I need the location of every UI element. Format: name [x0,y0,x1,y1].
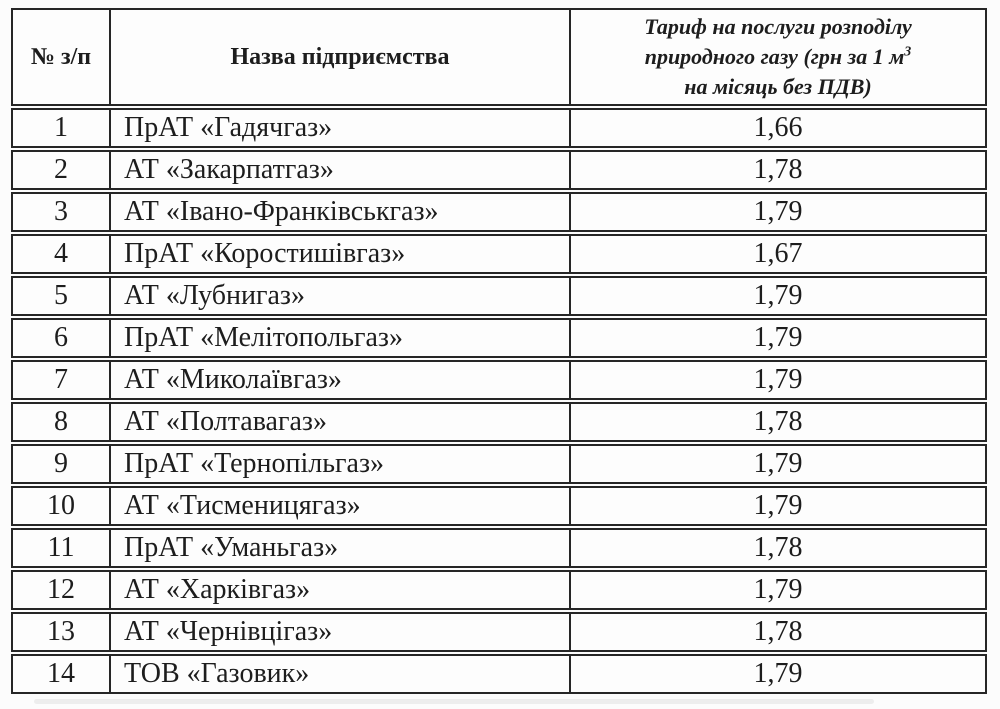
company-name-cell: ПрАТ «Коростишівгаз» [111,236,571,272]
company-name-cell: АТ «Харківгаз» [111,572,571,608]
tariff-value-cell: 1,66 [753,112,803,143]
tariff-header-line2: природного газу (грн за 1 $м^3$ [644,44,912,69]
table-row [11,486,987,526]
row-number-cell: 6 [13,320,111,356]
company-name-cell: АТ «Тисменицягаз» [111,488,571,524]
company-name-cell: АТ «Чернівцігаз» [111,614,571,650]
tariff-value-cell: 1,79 [753,490,803,521]
row-number-cell: 4 [13,236,111,272]
company-name-cell: АТ «Івано-Франківськгаз» [111,194,571,230]
row-number-cell: 3 [13,194,111,230]
tariff-value-cell: 1,79 [753,280,803,311]
row-number-cell: 13 [13,614,111,650]
tariff-value-cell: 1,78 [753,532,803,563]
table-row [11,276,987,316]
company-name-cell: АТ «Миколаївгаз» [111,362,571,398]
company-name-cell: АТ «Полтавагаз» [111,404,571,440]
row-number-cell: 11 [13,530,111,566]
company-name-cell: ТОВ «Газовик» [111,656,571,692]
header-cell-number: № з/п [13,10,111,104]
table-row [11,612,987,652]
company-name-cell: ПрАТ «Мелітопольгаз» [111,320,571,356]
table-row [11,234,987,274]
row-number-cell: 14 [13,656,111,692]
scan-artifact [34,699,874,704]
tariff-value-cell: 1,79 [753,196,803,227]
table-row [11,402,987,442]
row-number-cell: 12 [13,572,111,608]
tariff-header-line3: на місяць без ПДВ) [684,74,872,99]
table-row [11,360,987,400]
company-name-cell: ПрАТ «Уманьгаз» [111,530,571,566]
tariff-value-cell: 1,78 [753,154,803,185]
tariff-table [11,8,987,694]
row-number-cell: 7 [13,362,111,398]
tariff-value-cell: 1,79 [753,322,803,353]
table-row [11,444,987,484]
company-name-cell: ПрАТ «Тернопільгаз» [111,446,571,482]
row-number-cell: 10 [13,488,111,524]
table-row [11,108,987,148]
table-header-row [11,8,987,106]
table-row [11,528,987,568]
row-number-cell: 9 [13,446,111,482]
tariff-value-cell: 1,67 [753,238,803,269]
tariff-value-cell: 1,79 [753,574,803,605]
row-number-cell: 8 [13,404,111,440]
table-row [11,654,987,694]
row-number-cell: 5 [13,278,111,314]
company-name-cell: ПрАТ «Гадячгаз» [111,110,571,146]
company-name-cell: АТ «Лубнигаз» [111,278,571,314]
tariff-value-cell: 1,79 [753,364,803,395]
superscript-3: 3 [904,44,912,60]
row-number-cell: 2 [13,152,111,188]
header-cell-company: Назва підприємства [111,10,571,104]
tariff-value-cell: 1,78 [753,406,803,437]
tariff-value-cell: 1,78 [753,616,803,647]
header-cell-tariff [571,10,985,104]
tariff-value-cell: 1,79 [753,448,803,479]
tariff-value-cell: 1,79 [753,658,803,689]
table-row [11,570,987,610]
tariff-header-line1: Тариф на послуги розподілу [644,14,912,39]
table-row [11,318,987,358]
row-number-cell: 1 [13,110,111,146]
company-name-cell: АТ «Закарпатгаз» [111,152,571,188]
table-row [11,150,987,190]
table-row [11,192,987,232]
